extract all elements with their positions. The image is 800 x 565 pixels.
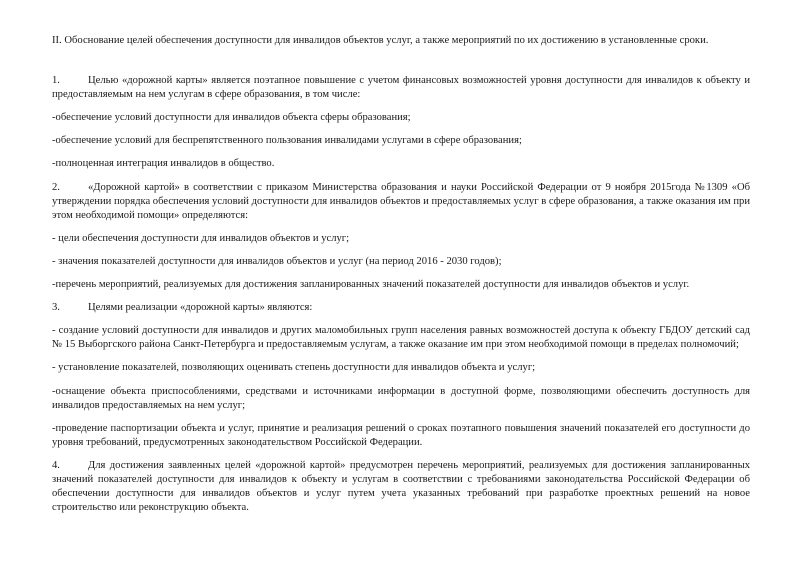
list-item: - установление показателей, позволяющих оценивать степень доступности для инвалидов объекта и услуг; <box>52 362 536 374</box>
paragraph-item-3 <box>52 301 750 315</box>
item-text: Целями реализации «дорожной карты» являются: <box>88 302 313 314</box>
item-number: 3. <box>52 302 60 314</box>
list-item: -проведение паспортизации объекта и услуг, принятие и реализация решений о сроках поэтапного повышения значений показателей его доступности до уровня требований, предусмотренных законодательством Российской Федерации. <box>52 422 750 448</box>
section-title: II. Обоснование целей обеспечения доступности для инвалидов объектов услуг, а также мероприятий по их достижению в установленные сроки. <box>52 35 709 46</box>
list-item: -полноценная интеграция инвалидов в общество. <box>52 158 275 170</box>
list-item: -оснащение объекта приспособлениями, средствами и источниками информации в доступной форме, позволяющими обеспечить доступность для инвалидов предоставляемых на нем услуг; <box>52 385 750 411</box>
list-item: - цели обеспечения доступности для инвалидов объектов и услуг; <box>52 232 350 244</box>
item-text: «Дорожной картой» в соответствии с приказом Министерства образования и науки Российской Федерации от 9 ноября 2015года №1309 «Об утверждении порядка обеспечения условий доступности для инвалидов объектов и предоставляемых услуг в сфере образования, а также оказания им при этом необходимой помощи» определяются: <box>52 181 750 221</box>
document-page <box>52 34 750 515</box>
list-item: - значения показателей доступности для инвалидов объектов и услуг (на период 2016 - 2030 годов); <box>52 255 502 267</box>
list-item: -обеспечение условий доступности для инвалидов объекта сферы образования; <box>52 112 411 124</box>
list-item: - создание условий доступности для инвалидов и других маломобильных групп населения равных возможностей доступа к объекту ГБДОУ детский сад № 15 Выборгского района Санкт-Петербурга и предоставляемым услугам, а также оказание им при этом необходимой помощи в пределах полномочий; <box>52 325 750 351</box>
list-item: -обеспечение условий для беспрепятственного пользования инвалидами услугами в сфере образования; <box>52 135 522 147</box>
paragraph-item-4 <box>52 459 750 515</box>
item-number: 4. <box>52 459 60 471</box>
item-text: Для достижения заявленных целей «дорожной картой» предусмотрен перечень мероприятий, реализуемых для достижения запланированных значений показателей доступности для инвалидов к объекту и услугам в соответствии с требованиями законодательства Российской Федерации об обеспечении доступности для инвалидов объектов и услуг путем учета указанных требований при разработке проектных решений на новое строительство или реконструкцию объекта. <box>52 459 750 514</box>
item-number: 2. <box>52 181 60 193</box>
item-text: Целью «дорожной карты» является поэтапное повышение с учетом финансовых возможностей уровня доступности для инвалидов к объекту и предоставляемым на нем услугам в сфере образования, в том числе: <box>52 75 750 101</box>
paragraph-item-1 <box>52 74 750 102</box>
item-number: 1. <box>52 75 60 87</box>
paragraph-item-2 <box>52 181 750 223</box>
list-item: -перечень мероприятий, реализуемых для достижения запланированных значений показателей доступности для инвалидов объектов и услуг. <box>52 279 690 291</box>
